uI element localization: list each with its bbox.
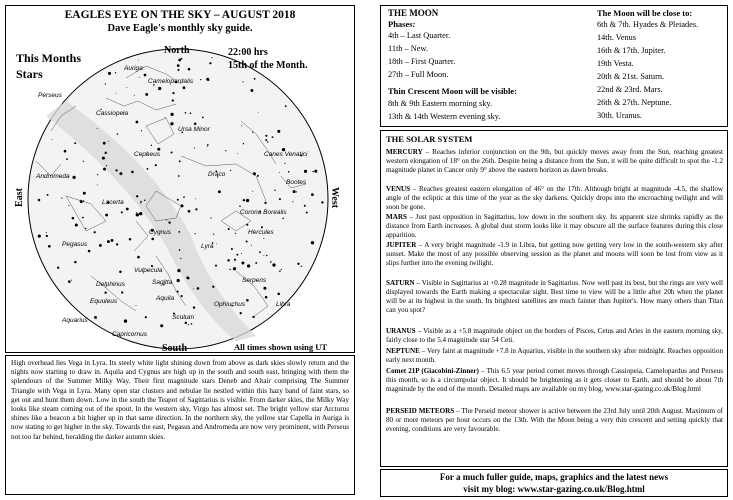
star-dot: [172, 92, 174, 94]
star-dot: [61, 198, 62, 199]
star-dot: [72, 176, 75, 179]
ut-note: All times shown using UT: [234, 342, 328, 352]
close-item: 19th Vesta.: [597, 59, 634, 68]
star-dot: [178, 231, 180, 233]
star-dot: [274, 190, 275, 191]
star-dot: [141, 130, 142, 131]
star-dot: [292, 201, 293, 202]
star-dot: [170, 122, 173, 125]
star-dot: [193, 306, 195, 308]
label-scutum: Scutum: [172, 314, 195, 321]
star-dot: [46, 235, 48, 237]
star-dot: [267, 141, 268, 142]
star-dot: [190, 112, 192, 114]
star-dot: [97, 174, 98, 175]
star-dot: [64, 150, 67, 153]
star-dot: [170, 113, 173, 116]
page-subtitle: Dave Eagle's monthly sky guide.: [107, 23, 253, 34]
star-dot: [234, 259, 236, 261]
star-dot: [240, 312, 242, 314]
star-dot: [104, 152, 106, 154]
star-dot: [178, 59, 181, 62]
star-dot: [210, 217, 211, 218]
star-dot: [247, 264, 250, 267]
label-canes-venatici: Canes Venatici: [264, 151, 308, 158]
star-dot: [188, 278, 190, 280]
star-dot: [311, 193, 314, 196]
label-lacerta: Lacerta: [102, 199, 124, 206]
star-dot: [97, 184, 98, 185]
star-dot: [252, 191, 253, 192]
star-dot: [136, 305, 137, 306]
star-dot: [140, 201, 142, 203]
entry-saturn: SATURN – Visible in Sagittarius at +0.28 magnitude in Sagittarius. Now well past its best, but the rings are very well displayed towards the Earth making a spectacular sight. Best time to view will be a little after 20h when the planet will be at its highest in the south. Its brightest satellites are much fainter than Jupiter's. How many others than Titan can you spot?: [386, 279, 723, 314]
star-dot: [38, 235, 41, 238]
star-dot: [261, 226, 263, 228]
star-dot: [216, 243, 217, 244]
star-dot: [136, 121, 139, 124]
close-item: 14th. Venus: [597, 33, 637, 42]
star-dot: [212, 286, 214, 288]
star-dot: [66, 158, 68, 160]
crescent-item: 13th & 14th Western evening sky.: [388, 112, 501, 121]
label-sagitta: Sagitta: [152, 279, 173, 286]
phase-item: 18th – First Quarter.: [388, 57, 456, 66]
intro-panel: [5, 355, 355, 495]
star-dot: [257, 175, 259, 177]
star-dot: [97, 128, 98, 129]
map-heading: This Months Stars: [16, 51, 82, 81]
label-equuleus: Equuleus: [90, 298, 118, 305]
star-dot: [160, 324, 163, 327]
footer-blog-link[interactable]: visit my blog: www.star-gazing.co.uk/Blog.html: [463, 484, 645, 494]
star-dot: [115, 169, 117, 171]
star-dot: [246, 299, 249, 302]
star-dot: [139, 212, 142, 215]
label-andromeda: Andromeda: [36, 173, 70, 180]
star-dot: [284, 163, 285, 164]
star-dot: [183, 196, 185, 198]
east-label: East: [13, 188, 25, 207]
star-dot: [301, 266, 302, 267]
star-dot: [144, 200, 146, 202]
star-dot: [116, 243, 118, 245]
star-dot: [304, 170, 307, 173]
star-dot: [250, 89, 253, 92]
phase-item: 4th – Last Quarter.: [388, 31, 451, 40]
star-dot: [195, 208, 197, 210]
star-dot: [207, 144, 209, 146]
star-dot: [47, 194, 49, 196]
phase-item: 11th – New.: [388, 44, 428, 53]
label-pegasus: Pegasus: [62, 241, 88, 248]
star-dot: [103, 168, 106, 171]
star-dot: [155, 164, 157, 166]
star-dot: [263, 287, 266, 290]
star-dot: [139, 77, 140, 78]
star-dot: [202, 117, 204, 119]
star-dot: [191, 323, 193, 325]
star-dot: [74, 261, 76, 263]
label-camelopardalis: Camelopardalis: [148, 78, 194, 85]
star-dot: [270, 261, 272, 263]
star-dot: [255, 262, 257, 264]
intro-text: High overhead lies Vega in Lyra. Its steely white light shining down from above as dark skies slowly return and the nights now starting to draw in. Aquila and Cygnus are high up in the south and south east, bringing with them the splendours of the Summer Milky Way. Their first magnitude stars Deneb and Altair comprising The Summer Triangle with Vega in Lyra. Many open star clusters and nebulae lie nestled within this hazy band of faint stars, so get out and hunt them down. Low in the south the Teapot of Sagittarius is visible. From darker skies, the Milky Way looks like steam coming out of the spout. In the western sky, Virgo has almost set. The bright yellow star Arcturus shines like a beacon a bit higher up in that same direction. In the northern sky, the yellow star Capella in Auriga is now stating to get higher in the sky. Towards the east, Pegasus and Andromeda are now very prominent, with Perseus not too far behind, heralding the darker autumn skies.: [11, 359, 349, 441]
star-dot: [137, 256, 140, 259]
star-dot: [193, 288, 194, 289]
star-dot: [82, 217, 84, 219]
star-dot: [131, 171, 134, 174]
star-dot: [180, 258, 181, 259]
star-dot: [158, 87, 161, 90]
star-dot: [225, 150, 226, 151]
star-dot: [236, 254, 238, 256]
solar-system-panel: [380, 130, 728, 467]
phases-label: Phases:: [388, 19, 416, 29]
label-draco: Draco: [208, 171, 226, 178]
star-dot: [138, 60, 139, 61]
star-dot: [83, 161, 84, 162]
star-dot: [277, 130, 280, 133]
star-dot: [194, 148, 195, 149]
star-dot: [279, 198, 281, 200]
star-dot: [108, 141, 109, 142]
star-dot: [74, 142, 76, 144]
star-dot: [209, 62, 211, 64]
star-dot: [321, 201, 323, 203]
label-cepheus: Cepheus: [134, 151, 161, 158]
moon-title: THE MOON: [388, 8, 439, 18]
star-dot: [229, 269, 230, 270]
star-dot: [104, 292, 106, 294]
star-dot: [177, 199, 179, 201]
star-dot: [314, 170, 317, 173]
star-dot: [177, 69, 179, 71]
label-aquila: Aquila: [156, 295, 175, 302]
label-capricornus: Capricornus: [112, 331, 148, 338]
star-dot: [306, 212, 308, 214]
star-dot: [254, 78, 256, 80]
star-dot: [241, 125, 242, 126]
label-cassiopeia: Cassiopeia: [96, 110, 129, 117]
star-dot: [171, 152, 173, 154]
star-dot: [94, 316, 97, 319]
star-dot: [71, 280, 72, 281]
star-dot: [144, 74, 147, 77]
star-dot: [136, 212, 137, 213]
star-dot: [235, 233, 236, 234]
star-dot: [279, 270, 281, 272]
solar-title: THE SOLAR SYSTEM: [386, 134, 473, 144]
star-dot: [145, 93, 148, 96]
star-dot: [241, 262, 244, 265]
star-dot: [145, 316, 147, 318]
star-dot: [272, 136, 274, 138]
star-dot: [264, 202, 266, 204]
star-dot: [88, 250, 91, 253]
star-dot: [285, 105, 287, 107]
label-libra: Libra: [276, 301, 291, 308]
star-dot: [263, 255, 264, 256]
star-dot: [75, 223, 78, 226]
label-ophiuchus: Ophiuchus: [214, 301, 246, 308]
star-dot: [140, 202, 141, 203]
star-dot: [168, 221, 170, 223]
label-lyra: Lyra: [201, 243, 214, 250]
star-dot: [177, 64, 180, 67]
star-dot: [105, 214, 108, 217]
close-item: 30th. Uranus.: [597, 111, 642, 120]
north-label: North: [164, 45, 190, 56]
sky-map-panel: [5, 5, 355, 353]
footer-line1: For a much fuller guide, maps, graphics and the latest news: [439, 472, 669, 482]
page-title: EAGLES EYE ON THE SKY – AUGUST 2018: [64, 9, 296, 21]
star-dot: [206, 78, 209, 81]
star-dot: [103, 142, 106, 145]
label-cygnus: Cygnus: [149, 229, 172, 236]
footer-panel: [380, 469, 728, 497]
star-dot: [57, 267, 59, 269]
star-dot: [188, 210, 191, 213]
star-dot: [99, 244, 102, 247]
star-dot: [68, 205, 69, 206]
label-aquarius: Aquarius: [62, 317, 88, 324]
star-dot: [172, 99, 174, 101]
star-dot: [293, 190, 296, 193]
label-corona-borealis: Corona Borealis: [240, 209, 287, 216]
label-vulpecula: Vulpecula: [134, 267, 163, 274]
star-dot: [231, 248, 233, 250]
entry-jupiter: JUPITER – A very bright magnitude -1.9 in Libra, but getting now getting very low in the south-western sky after sunset. Make the most of any possible observing session as the planet and moons will soon be lost from view as it slips further into the evening twilight.: [386, 241, 723, 267]
star-dot: [195, 198, 196, 199]
star-dot: [259, 251, 261, 253]
star-dot: [213, 233, 214, 234]
star-dot: [188, 68, 191, 71]
star-dot: [136, 195, 138, 197]
star-dot: [233, 267, 236, 270]
star-dot: [265, 296, 268, 299]
star-dot: [211, 57, 212, 58]
star-dot: [178, 175, 180, 177]
star-dot: [200, 79, 201, 80]
star-dot: [116, 93, 117, 94]
star-dot: [121, 211, 123, 213]
star-dot: [117, 133, 119, 135]
star-dot: [124, 319, 127, 322]
close-item: 22nd & 23rd. Mars.: [597, 85, 663, 94]
star-dot: [38, 199, 41, 202]
star-dot: [218, 190, 221, 193]
star-dot: [258, 112, 259, 113]
star-dot: [297, 263, 299, 265]
entry-perseids: PERSEID METEORS – The Perseid meteor shower is active between the 23rd July until 20th August. Maximum of 80 or more meteors per hour occurs on the 13th. With the Moon being a very thin crescent and setting quickly that evening, conditions are very favourable.: [386, 407, 723, 433]
star-dot: [147, 168, 149, 170]
close-label: The Moon will be close to:: [597, 8, 693, 18]
star-dot: [165, 117, 166, 118]
star-dot: [263, 238, 264, 239]
star-dot: [107, 240, 110, 243]
star-dot: [230, 170, 231, 171]
label-serpens: Serpens: [242, 277, 267, 284]
star-dot: [115, 72, 116, 73]
star-dot: [313, 171, 314, 172]
star-dot: [105, 83, 106, 84]
close-item: 6th & 7th. Hyades & Pleiades.: [597, 20, 699, 29]
star-dot: [265, 139, 267, 141]
star-dot: [181, 295, 183, 297]
crescent-label: Thin Crescent Moon will be visible:: [388, 86, 517, 96]
star-dot: [46, 232, 47, 233]
star-dot: [126, 87, 127, 88]
star-dot: [85, 228, 86, 229]
close-item: 20th & 21st. Saturn.: [597, 72, 665, 81]
star-dot: [239, 205, 241, 207]
label-auriga: Auriga: [124, 65, 143, 72]
entry-mars: MARS – Just past opposition in Sagittarius, low down in the southern sky. Its apparent size shrinks rapidly as the distance from Earth increases. A global dust storm looks like it may obscure all the surface features during this close apparition.: [386, 213, 723, 239]
star-dot: [185, 322, 187, 324]
star-dot: [83, 192, 86, 195]
entry-neptune: NEPTUNE – Very faint at magnitude +7.8 in Aquarius, visible in the southern sky after midnight. Reaches opposition early next month.: [386, 347, 723, 364]
star-dot: [121, 291, 123, 293]
star-dot: [228, 228, 230, 230]
phase-item: 27th – Full Moon.: [388, 70, 449, 79]
star-dot: [195, 233, 196, 234]
star-dot: [136, 213, 139, 216]
star-dot: [108, 72, 111, 75]
entry-mercury: MERCURY – Reaches inferior conjunction on the 9th, but quickly moves away from the Sun, reaching greatest western elongation of 18° on the 26th. Despite being a distance from the Sun, it will be quite difficult to spot the -1.2 magnitude planet in Cancer only 9° above the eastern horizon as dawn breaks.: [386, 148, 723, 174]
star-dot: [177, 269, 180, 272]
star-dot: [243, 143, 244, 144]
star-dot: [183, 86, 186, 89]
star-dot: [102, 157, 105, 160]
label-delphinus: Delphinus: [96, 281, 125, 288]
label-hercules: Hercules: [248, 229, 274, 236]
star-dot: [241, 253, 242, 254]
star-dot: [194, 123, 197, 126]
star-dot: [129, 238, 132, 241]
entry-venus: VENUS – Reaches greatest eastern elongation of 46° on the 17th. Although bright at magnitude -4.5, the shallow angle of the ecliptic at this time of the year as the sky darkens. Quickly drops into the encroaching twilight and will soon be gone.: [386, 185, 723, 211]
entry-uranus: URANUS – Visible as a +5.8 magnitude object on the borders of Pisces, Cetus and Aries in the eastern morning sky, fairly close to the 5.4 magnitude star 54 Ceti.: [386, 327, 723, 344]
star-dot: [185, 112, 187, 114]
crescent-item: 8th & 9th Eastern morning sky.: [388, 99, 493, 108]
star-dot: [243, 81, 244, 82]
star-dot: [272, 263, 275, 266]
star-dot: [179, 160, 181, 162]
star-dot: [243, 199, 245, 201]
star-dot: [288, 171, 290, 173]
star-dot: [151, 238, 154, 241]
star-dot: [282, 218, 284, 220]
star-dot: [215, 265, 217, 267]
star-dot: [246, 241, 248, 243]
star-dot: [179, 249, 181, 251]
star-dot: [296, 191, 297, 192]
west-label: West: [329, 186, 341, 209]
star-dot: [68, 280, 71, 283]
star-dot: [227, 259, 229, 261]
star-dot: [151, 145, 152, 146]
star-dot: [51, 139, 52, 140]
star-dot: [134, 95, 135, 96]
star-dot: [277, 293, 280, 296]
star-dot: [126, 208, 129, 211]
entry-comet: Comet 21P (Giacobini-Zinner) – This 6.5 year period comet moves through Cassiopeia, Camelopardus and Perseus this month, so is a circumpolar object. It should be brightening as it gets closer to Earth, and should be about 7th magnitude by the end of the month. Detailed maps are available on my blog, www.star-gazing.co.uk/Blog.html: [386, 367, 723, 393]
star-dot: [281, 269, 282, 270]
star-dot: [48, 245, 51, 248]
star-dot: [197, 287, 200, 290]
label-ursa-minor: Ursa Minor: [178, 126, 210, 133]
star-dot: [265, 135, 267, 137]
label-bootes: Bootes: [286, 179, 307, 186]
star-dot: [246, 199, 249, 202]
star-dot: [72, 217, 75, 220]
label-perseus: Perseus: [38, 92, 62, 99]
south-label: South: [162, 343, 188, 354]
star-dot: [188, 324, 189, 325]
star-dot: [237, 153, 238, 154]
star-dot: [279, 172, 280, 173]
star-dot: [207, 146, 208, 147]
star-dot: [311, 241, 314, 244]
close-item: 16th & 17th. Jupiter.: [597, 46, 666, 55]
star-dot: [304, 205, 306, 207]
map-time-info: 22:00 hrs 15th of the Month.: [228, 47, 308, 71]
star-dot: [94, 231, 96, 233]
star-dot: [106, 165, 107, 166]
star-dot: [177, 279, 180, 282]
moon-panel: [380, 5, 728, 127]
star-dot: [119, 172, 122, 175]
star-dot: [119, 271, 122, 274]
close-item: 26th & 27th. Neptune.: [597, 98, 672, 107]
star-dot: [266, 255, 267, 256]
star-dot: [166, 220, 167, 221]
star-dot: [251, 245, 252, 246]
star-dot: [111, 239, 114, 242]
